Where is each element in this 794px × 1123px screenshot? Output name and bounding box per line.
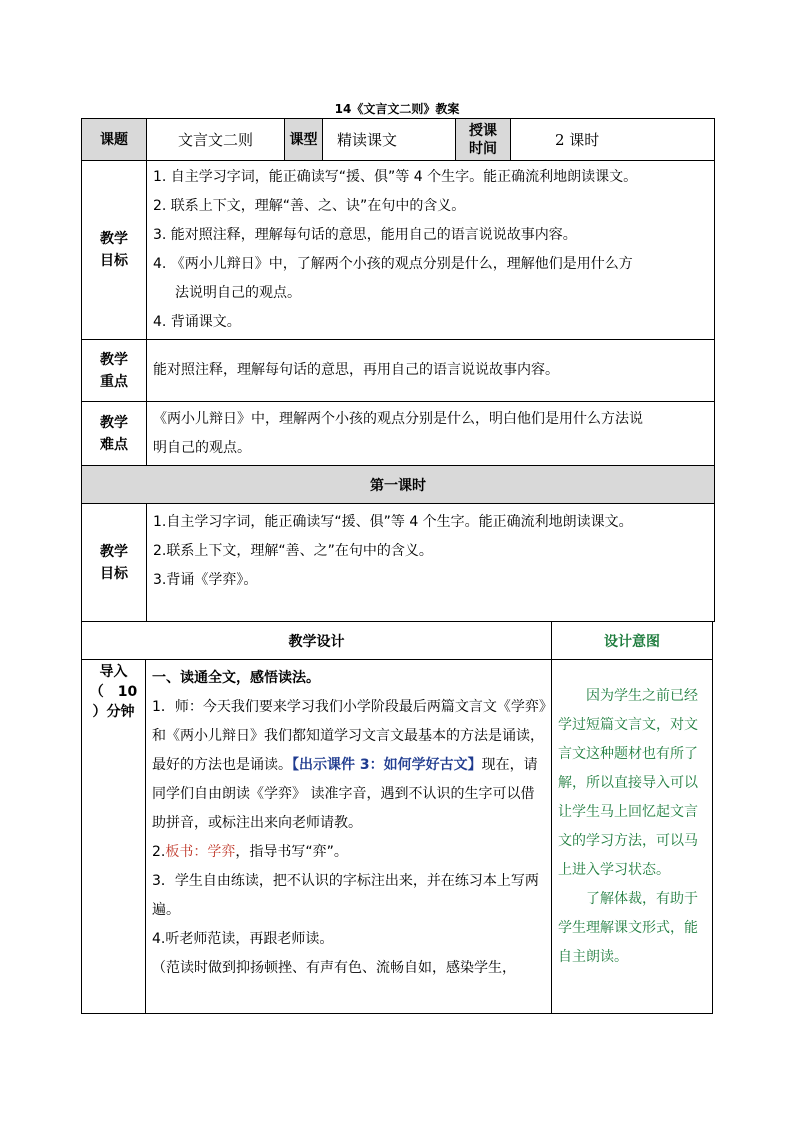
paragraph-4: 4.听老师范读，再跟老师读。 — [152, 931, 334, 947]
paragraph-1: 1．师：今天我们要来学习我们小学阶段最后两篇文言文《学弈》和《两小儿辩日》我们都知道学习文言文最基本的方法是诵读，最好的方法也是诵读。【出示课件 3：如何学好古文】现在，请同学们自由朗读《学弈》 读准字音，遇到不认识的生字可以借助拼音，或标注出来向老师请教。 — [152, 699, 546, 831]
goal-item: 3. 能对照注释，理解每句话的意思，能用自己的语言说说故事内容。 — [153, 227, 577, 243]
goal-item: 4. 《两小儿辩日》中，了解两个小孩的观点分别是什么，理解他们是用什么方 — [153, 256, 633, 272]
first-goal-item: 1.自主学习字词，能正确读写“援、俱”等 4 个生字。能正确流利地朗读课文。 — [153, 514, 633, 530]
first-goal-item: 2.联系上下文，理解“善、之”在句中的含义。 — [153, 543, 433, 559]
goal-item: 4. 背诵课文。 — [153, 314, 241, 330]
type-label: 课型 — [285, 119, 323, 161]
type-value: 精读课文 — [323, 119, 456, 161]
difficulties-label: 教学 难点 — [82, 402, 147, 466]
courseware-ref: 【出示课件 3：如何学好古文】 — [292, 757, 482, 773]
section-title: 一、读通全文，感悟读法。 — [152, 670, 320, 686]
intent-header: 设计意图 — [552, 622, 713, 660]
first-goal-item: 3.背诵《学弈》。 — [153, 572, 258, 588]
design-content — [146, 660, 552, 1014]
key-points-label: 教学 重点 — [82, 340, 147, 402]
intro-label: 导入 （ 10 ）分钟 — [82, 660, 146, 1014]
goal-item: 1. 自主学习字词，能正确读写“援、俱”等 4 个生字。能正确流利地朗读课文。 — [153, 169, 638, 185]
board-note: 板书：学弈 — [165, 844, 236, 860]
intent-paragraph-1: 因为学生之前已经学过短篇文言文，对文言文这种题材也有所了解，所以直接导入可以让学生马上回忆起文言文的学习方法，可以马上进入学习状态。 — [558, 688, 698, 878]
hours-value: 2 课时 — [511, 119, 715, 161]
paragraph-3: 3．学生自由练读，把不认识的字标注出来，并在练习本上写两遍。 — [152, 873, 539, 918]
first-lesson-header: 第一课时 — [82, 466, 715, 504]
goals-list — [147, 161, 715, 340]
goals-label: 教学 目标 — [82, 161, 147, 340]
paragraph-2: 2.板书：学弈，指导书写“弈”。 — [152, 844, 348, 860]
design-intent — [552, 660, 713, 1014]
design-header: 教学设计 — [82, 622, 552, 660]
intent-paragraph-2: 了解体裁，有助于学生理解课文形式，能自主朗读。 — [558, 891, 698, 965]
first-lesson-goals — [147, 504, 715, 622]
first-lesson-goals-label: 教学 目标 — [82, 504, 147, 622]
goal-item: 法说明自己的观点。 — [175, 285, 301, 301]
paragraph-5: （范读时做到抑扬顿挫、有声有色、流畅自如，感染学生， — [152, 960, 516, 976]
document-title: 14《文言文二则》教案 — [334, 102, 460, 116]
hours-label: 授课 时间 — [456, 119, 511, 161]
lesson-value: 文言文二则 — [147, 119, 285, 161]
goal-item: 2. 联系上下文，理解“善、之、诀”在句中的含义。 — [153, 198, 466, 214]
difficulties-text: 《两小儿辩日》中，理解两个小孩的观点分别是什么，明白他们是用什么方法说 明自己的观点。 — [147, 402, 715, 466]
teaching-design-table — [81, 621, 713, 1014]
lesson-plan-table — [81, 118, 715, 622]
lesson-label: 课题 — [82, 119, 147, 161]
key-points-text: 能对照注释，理解每句话的意思，再用自己的语言说说故事内容。 — [147, 340, 715, 402]
